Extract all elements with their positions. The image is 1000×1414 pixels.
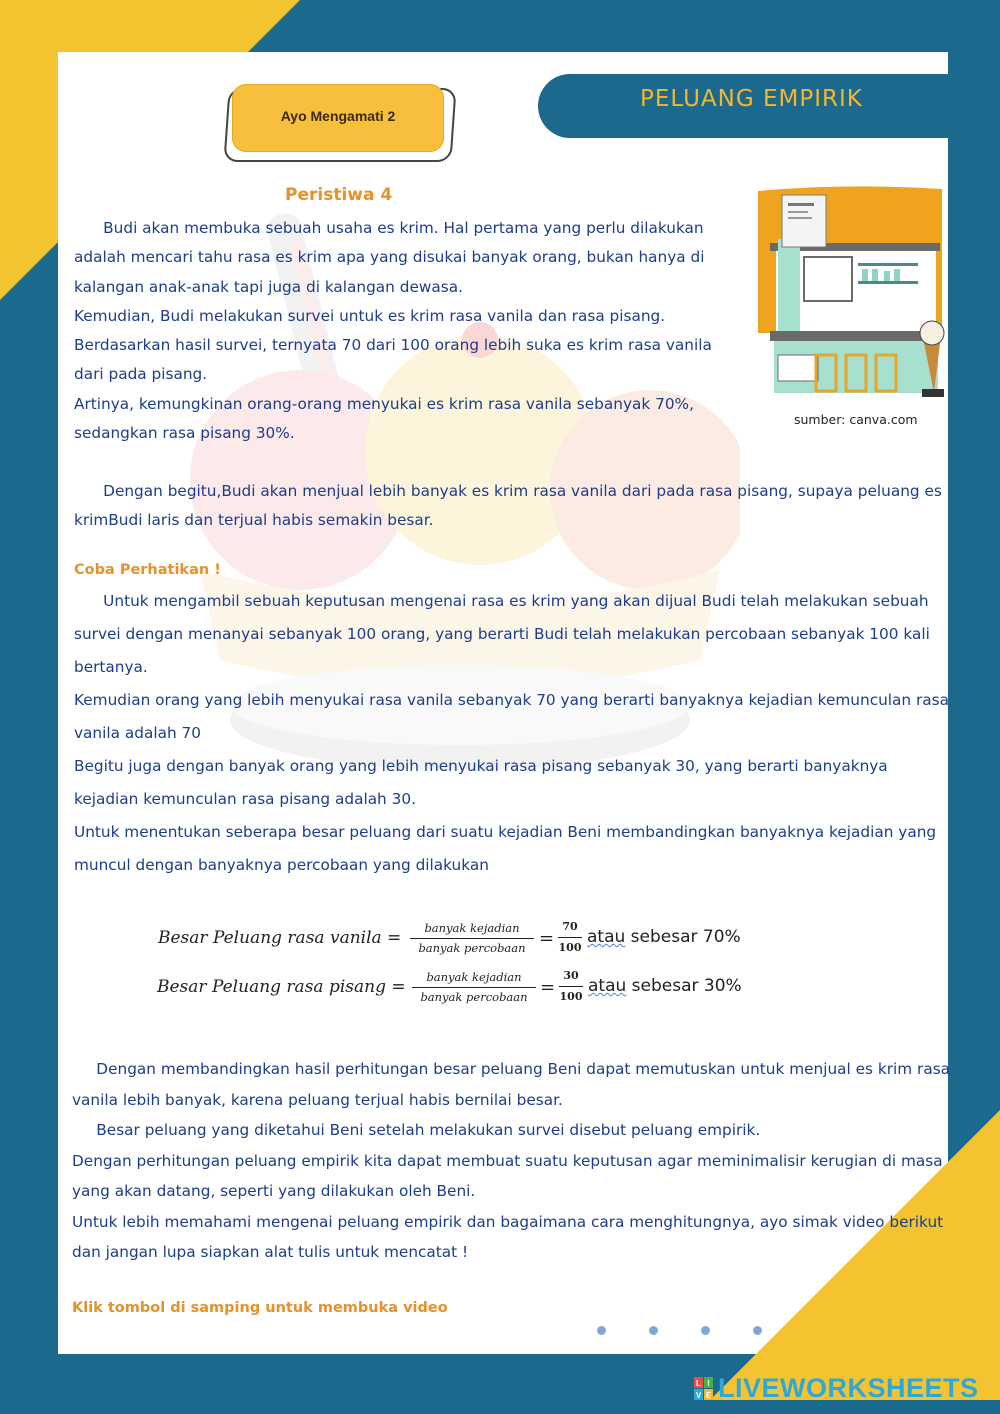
page-title: PELUANG EMPIRIK (640, 86, 863, 112)
atau-word: atau (587, 927, 626, 947)
notice-line: Kemudian orang yang lebih menyukai rasa vanila sebanyak 70 yang berarti banyaknya kejadian kemunculan rasa (74, 691, 949, 709)
intro-line: adalah mencari tahu rasa es krim apa yang disukai banyak orang, bukan hanya di (74, 248, 705, 267)
dot (649, 1326, 658, 1335)
conclusion-line: krimBudi laris dan terjual habis semakin besar. (74, 511, 434, 530)
equals-sign: = (539, 928, 555, 949)
logo-letter: I (707, 1379, 710, 1388)
ice-cream-shop-image (752, 183, 948, 405)
value-numerator: 70 (562, 920, 578, 933)
intro-line: Berdasarkan hasil survei, ternyata 70 dari 100 orang lebih suka es krim rasa vanila (74, 336, 712, 355)
intro-line: Budi akan membuka sebuah usaha es krim. Hal pertama yang perlu dilakukan (74, 219, 704, 237)
formula-result (588, 976, 742, 996)
result-text: sebesar 70% (625, 927, 741, 947)
notice-line: bertanya. (74, 658, 148, 676)
atau-word: atau (588, 976, 627, 996)
result-text: sebesar 30% (626, 976, 742, 996)
value-denominator: 100 (558, 941, 582, 954)
notice-heading: Coba Perhatikan ! (74, 562, 221, 578)
closing-line: dan jangan lupa siapkan alat tulis untuk mencatat ! (72, 1243, 469, 1261)
section-tag-label: Ayo Mengamati 2 (280, 108, 396, 124)
dot (701, 1326, 710, 1335)
formula-lhs: Besar Peluang rasa pisang = (157, 977, 406, 997)
value-numerator: 30 (563, 969, 579, 982)
fraction-bar (410, 938, 534, 939)
logo-blocks-icon (694, 1377, 714, 1401)
notice-line: muncul dengan banyaknya percobaan yang dilakukan (74, 856, 489, 874)
dot (753, 1326, 762, 1335)
value-denominator: 100 (559, 990, 583, 1003)
logo-letter: E (705, 1391, 712, 1400)
intro-line: Artinya, kemungkinan orang-orang menyukai es krim rasa vanila sebanyak 70%, (74, 394, 694, 413)
intro-line: kalangan anak-anak tapi juga di kalangan dewasa. (74, 277, 463, 296)
dot (597, 1326, 606, 1335)
logo-text: LIVEWORKSHEETS (718, 1373, 979, 1403)
fraction-bar (559, 986, 583, 987)
closing-paragraph (72, 1054, 950, 1268)
notice-line: Untuk mengambil sebuah keputusan mengenai rasa es krim yang akan dijual Budi telah melakukan sebuah (74, 592, 929, 610)
event-title: Peristiwa 4 (285, 185, 393, 205)
notice-line: Untuk menentukan seberapa besar peluang dari suatu kejadian Beni membandingkan banyaknya kejadian yang (74, 823, 937, 841)
intro-paragraph (74, 214, 712, 448)
formula-denominator: banyak percobaan (418, 941, 526, 955)
notice-line: vanila adalah 70 (74, 724, 201, 742)
closing-line: Dengan membandingkan hasil perhitungan besar peluang Beni dapat memutuskan untuk menjual es krim rasa (72, 1060, 951, 1078)
closing-line: Untuk lebih memahami mengenai peluang empirik dan bagaimana cara menghitungnya, ayo simak video berikut (72, 1212, 944, 1231)
closing-line: Dengan perhitungan peluang empirik kita dapat membuat suatu keputusan agar meminimalisir kerugian di masa (72, 1151, 943, 1170)
intro-line: Kemudian, Budi melakukan survei untuk es krim rasa vanila dan rasa pisang. (74, 306, 666, 325)
notice-line: Begitu juga dengan banyak orang yang lebih menyukai rasa pisang sebanyak 30, yang berarti banyaknya (74, 757, 888, 775)
intro-line: dari pada pisang. (74, 365, 208, 384)
formula-lhs: Besar Peluang rasa vanila = (158, 928, 402, 948)
equals-sign: = (540, 977, 556, 998)
formula-numerator: banyak kejadian (424, 921, 520, 935)
closing-line: Besar peluang yang diketahui Beni setelah melakukan survei disebut peluang empirik. (72, 1121, 761, 1139)
notice-line: survei dengan menanyai sebanyak 100 orang, yang berarti Budi telah melakukan percobaan sebanyak 100 kali (74, 625, 930, 643)
notice-line: kejadian kemunculan rasa pisang adalah 30. (74, 790, 416, 808)
logo-letter: V (695, 1391, 702, 1400)
video-prompt: Klik tombol di samping untuk membuka video (72, 1300, 448, 1316)
notice-paragraph (74, 585, 949, 882)
fraction-bar (412, 987, 536, 988)
formula-numerator: banyak kejadian (426, 970, 522, 984)
formula-result (587, 927, 741, 947)
fraction-bar (558, 937, 582, 938)
closing-line: yang akan datang, seperti yang dilakukan oleh Beni. (72, 1182, 476, 1200)
image-caption: sumber: canva.com (794, 412, 918, 427)
intro-line: sedangkan rasa pisang 30%. (74, 424, 295, 443)
conclusion-paragraph (74, 477, 942, 536)
conclusion-line: Dengan begitu,Budi akan menjual lebih banyak es krim rasa vanila dari pada rasa pisang, supaya peluang es (74, 482, 942, 500)
logo-letter: L (696, 1379, 701, 1388)
closing-line: vanila lebih banyak, karena peluang terjual habis bernilai besar. (72, 1090, 563, 1109)
formula-denominator: banyak percobaan (420, 990, 528, 1004)
